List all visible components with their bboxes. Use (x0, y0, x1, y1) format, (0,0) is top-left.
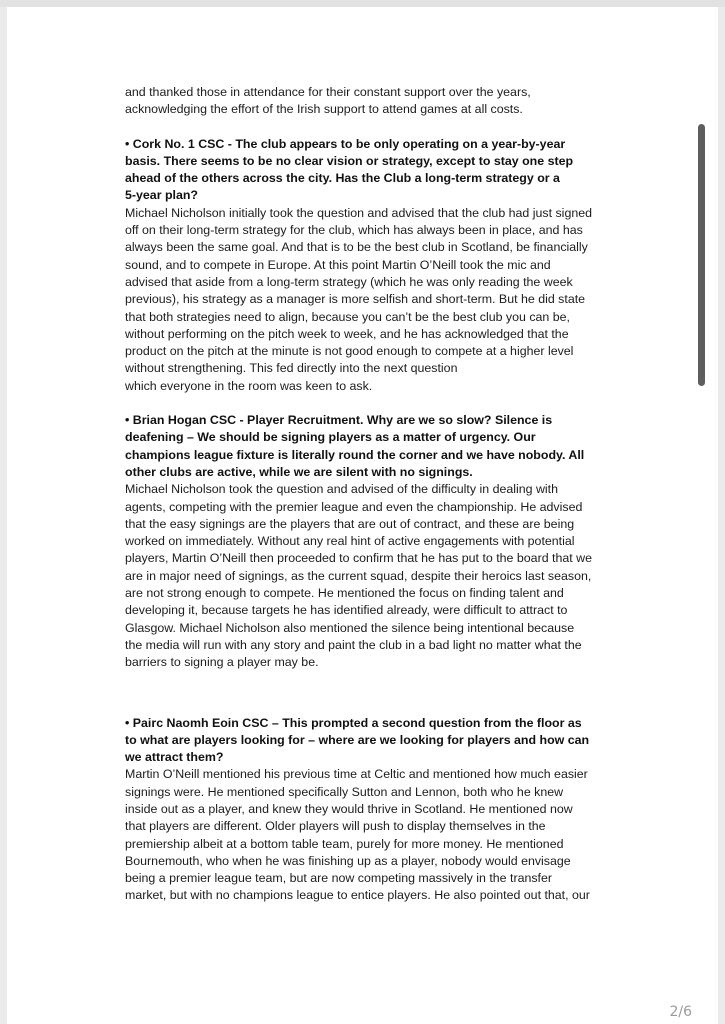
document-content (125, 84, 665, 905)
text-line: acknowledging the effort of the Irish support to attend games at all costs. (125, 102, 523, 117)
section-brian-hogan-csc (125, 412, 665, 671)
text-line: champions league fixture is literally round the corner and we have nobody. All (125, 447, 585, 462)
text-line: ahead of the others across the city. Has the Club a long-term strategy or a (125, 171, 560, 186)
text-line: to what are players looking for – where are we looking for players and how can (125, 732, 590, 747)
text-line: sound, and to compete in Europe. At this point Martin O’Neill took the mic and (125, 257, 551, 272)
text-line: Michael Nicholson initially took the question and advised that the club had just signed (125, 205, 593, 220)
text-line: that the easy signings are the players that are out of contract, and these are being (125, 516, 575, 531)
question-heading (125, 412, 665, 481)
text-line: Martin O’Neill mentioned his previous time at Celtic and mentioned how much easier (125, 767, 588, 782)
text-line: being a premier league team, but are now competing massively in the transfer (125, 871, 553, 886)
text-line: signings were. He mentioned specifically Sutton and Lennon, both who he knew (125, 784, 564, 799)
text-line: players, Martin O’Neill then proceeded to confirm that he has put to the board that we (125, 551, 592, 566)
text-line: always been the same goal. And that is to be the best club in Scotland, be financially (125, 240, 588, 255)
text-line: • Brian Hogan CSC - Player Recruitment. Why are we so slow? Silence is (125, 413, 553, 428)
answer-paragraph (125, 205, 665, 395)
text-line: Glasgow. Michael Nicholson also mentioned the silence being intentional because (125, 620, 575, 635)
viewer-top-strip (0, 0, 725, 7)
vertical-scrollbar[interactable] (698, 124, 705, 386)
section-cork-csc (125, 136, 665, 395)
text-line: developing it, because targets he has identified already, were difficult to attract to (125, 603, 568, 618)
text-line: agents, competing with the premier league and even the championship. He advised (125, 499, 583, 514)
text-line: without performing on the pitch week to week, and he has acknowledged that the (125, 326, 569, 341)
text-line: market, but with no champions league to entice players. He also pointed out that, our (125, 888, 590, 903)
text-line: deafening – We should be signing players as a matter of urgency. Our (125, 430, 536, 445)
text-line: • Cork No. 1 CSC - The club appears to be only operating on a year-by-year (125, 136, 566, 151)
text-line: Michael Nicholson took the question and advised of the difficulty in dealing with (125, 482, 559, 497)
question-heading (125, 136, 665, 205)
text-line: barriers to signing a player may be. (125, 655, 319, 670)
text-line: • Pairc Naomh Eoin CSC – This prompted a second question from the floor as (125, 715, 582, 730)
answer-paragraph (125, 481, 665, 671)
text-line: off on their long-term strategy for the club, which has always been in place, and has (125, 223, 583, 238)
text-line: are not strong enough to compete. He mentioned the focus on finding talent and (125, 586, 564, 601)
text-line: worked on immediately. Without any real hint of active engagements with potential (125, 534, 575, 549)
text-line: other clubs are active, while we are silent with no signings. (125, 464, 473, 479)
text-line: 5-year plan? (125, 188, 198, 203)
text-line: basis. There seems to be no clear vision or strategy, except to stay one step (125, 153, 574, 168)
page-indicator: 2/6 (669, 1004, 692, 1020)
answer-paragraph (125, 766, 665, 904)
text-line: inside out as a player, and knew they would thrive in Scotland. He mentioned now (125, 801, 573, 816)
question-heading (125, 715, 665, 767)
text-line: without strengthening. This fed directly into the next question (125, 361, 458, 376)
text-line: premiership albeit at a bottom table team, purely for more money. He mentioned (125, 836, 564, 851)
text-line: that both strategies need to align, because you can’t be the best club you can be, (125, 309, 570, 324)
intro-paragraph (125, 84, 665, 119)
text-line: are in major need of signings, as the current squad, despite their heroics last season, (125, 568, 592, 583)
text-line: Bournemouth, who when he was finishing up as a player, nobody would envisage (125, 853, 571, 868)
text-line: advised that aside from a long-term strategy (which he was only reading the week (125, 274, 573, 289)
section-pairc-naomh-eoin-csc (125, 715, 665, 905)
text-line: product on the pitch at the minute is not good enough to compete at a higher level (125, 344, 574, 359)
text-line: previous), his strategy as a manager is more selfish and short-term. But he did state (125, 292, 586, 307)
text-line: which everyone in the room was keen to ask. (125, 378, 373, 393)
text-line: and thanked those in attendance for their constant support over the years, (125, 85, 531, 99)
text-line: we attract them? (125, 750, 224, 765)
text-line: the media will run with any story and paint the club in a bad light no matter what the (125, 637, 582, 652)
text-line: that players are different. Older players will push to display themselves in the (125, 819, 546, 834)
